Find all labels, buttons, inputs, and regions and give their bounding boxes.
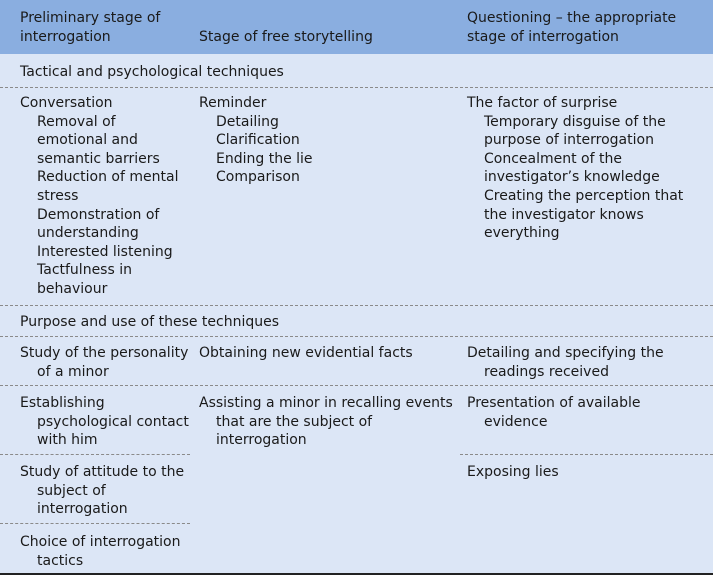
technique-item — [20, 150, 178, 169]
technique-item — [20, 168, 178, 187]
cell-text: Reduction of mental — [37, 169, 179, 186]
cell-text: interrogation — [20, 28, 111, 45]
section-divider — [0, 305, 713, 306]
technique-item — [20, 243, 178, 262]
techniques-col3 — [467, 94, 683, 243]
cell-text: stress — [37, 187, 79, 204]
cell-text: Tactfulness in — [37, 262, 132, 279]
cell-text: interrogation — [216, 432, 307, 449]
section-techniques-label: Tactical and psychological techniques — [20, 64, 284, 80]
section-divider — [0, 336, 713, 337]
technique-item — [20, 131, 178, 150]
technique-item: Clarification — [216, 132, 300, 149]
technique-item — [20, 187, 178, 206]
section-divider — [0, 87, 713, 88]
technique-item — [20, 224, 178, 243]
cell-text: emotional and — [37, 132, 138, 149]
technique-item: Comparison — [216, 169, 300, 186]
cell-text: Demonstration of — [37, 206, 160, 223]
cell-text: stage of interrogation — [467, 28, 619, 45]
technique-title: Conversation — [20, 95, 113, 111]
technique-title: Reminder — [199, 95, 267, 111]
row-divider — [0, 454, 190, 455]
cell-text: Questioning – the appropriate — [467, 10, 677, 26]
technique-item: Detailing — [216, 113, 279, 130]
cell-text: interrogation — [37, 501, 128, 518]
technique-item — [20, 261, 178, 280]
cell-text: Presentation of available — [467, 395, 641, 411]
purpose-row2-col1 — [20, 394, 189, 450]
cell-text: behaviour — [37, 280, 108, 297]
purpose-row2-col3 — [467, 394, 641, 431]
techniques-col2 — [199, 94, 313, 187]
cell-text: Obtaining new evidential facts — [199, 345, 413, 361]
technique-item: Concealment of the — [484, 150, 622, 167]
cell-text: Choice of interrogation — [20, 534, 181, 550]
row-divider — [0, 523, 190, 524]
header-col2: Stage of free storytelling — [199, 29, 373, 45]
technique-item — [20, 113, 178, 132]
cell-text: Removal of — [37, 113, 116, 130]
purpose-row4-col1 — [20, 533, 180, 570]
technique-item: purpose of interrogation — [484, 132, 654, 149]
cell-text: subject of — [37, 482, 106, 499]
cell-text: Interested listening — [37, 243, 173, 260]
technique-title: The factor of surprise — [467, 95, 618, 111]
cell-text: Detailing and specifying the — [467, 345, 664, 361]
cell-text: psychological contact — [37, 413, 189, 430]
cell-text: tactics — [37, 552, 84, 569]
purpose-row3-col1 — [20, 463, 184, 519]
purpose-row3-col3 — [467, 463, 559, 482]
technique-item — [20, 280, 178, 299]
purpose-row1-col1 — [20, 344, 188, 381]
technique-item: Ending the lie — [216, 150, 313, 167]
cell-text: with him — [37, 432, 98, 449]
cell-text: Establishing — [20, 395, 105, 411]
cell-text: Exposing lies — [467, 464, 559, 480]
purpose-row1-col2 — [199, 344, 413, 363]
technique-item: everything — [484, 225, 560, 242]
cell-text: semantic barriers — [37, 150, 160, 167]
purpose-row1-col3 — [467, 344, 664, 381]
cell-text: Study of the personality — [20, 345, 189, 361]
cell-text: readings received — [484, 363, 609, 380]
technique-item: Temporary disguise of the — [484, 113, 666, 130]
section-purpose-label: Purpose and use of these techniques — [20, 314, 280, 330]
row-divider — [0, 385, 713, 386]
header-col3 — [467, 9, 676, 46]
cell-text: understanding — [37, 225, 139, 242]
purpose-row2-col2 — [199, 394, 453, 450]
technique-item: investigator’s knowledge — [484, 169, 660, 186]
technique-item — [20, 206, 178, 225]
cell-text: Study of attitude to the — [20, 464, 185, 480]
row-divider — [460, 454, 713, 455]
cell-text: evidence — [484, 413, 548, 430]
cell-text: Assisting a minor in recalling events — [199, 395, 453, 411]
technique-item: Creating the perception that — [484, 187, 684, 204]
header-col1 — [20, 9, 160, 46]
techniques-col1 — [20, 94, 178, 299]
cell-text: that are the subject of — [216, 413, 373, 430]
technique-item: the investigator knows — [484, 206, 644, 223]
cell-text: of a minor — [37, 363, 109, 380]
table-bottom-rule — [0, 573, 713, 575]
cell-text: Preliminary stage of — [20, 10, 161, 26]
